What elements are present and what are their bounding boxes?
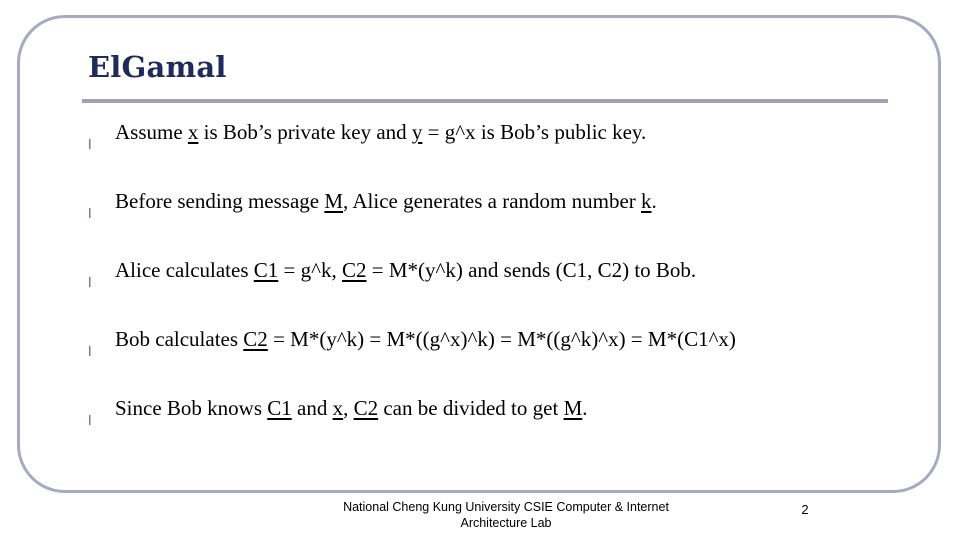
bullet-icon: l: [88, 138, 92, 153]
text-run: Bob calculates: [115, 327, 244, 351]
bullet-icon: l: [88, 345, 92, 360]
text-run: Assume: [115, 120, 188, 144]
text-run: can be divided to get: [378, 396, 564, 420]
text-run: .: [651, 189, 657, 213]
slide-title: ElGamal: [88, 50, 227, 84]
bullet-text: [115, 189, 657, 214]
bullet-icon: l: [88, 207, 92, 222]
bullet-item: [88, 321, 908, 390]
bullet-text: [115, 396, 588, 421]
bullet-text: [115, 327, 736, 352]
text-run: Since Bob knows: [115, 396, 268, 420]
text-run: Before sending message: [115, 189, 325, 213]
footer-line: National Cheng Kung University CSIE Computer & Internet: [343, 500, 669, 514]
slide-footer: [318, 499, 694, 531]
underlined-term: y: [411, 120, 423, 144]
footer-line: Architecture Lab: [460, 516, 552, 530]
bullet-icon: l: [88, 276, 92, 291]
underlined-term: C2: [353, 396, 379, 420]
underlined-term: C1: [267, 396, 292, 420]
text-run: .: [582, 396, 588, 420]
text-run: and: [291, 396, 333, 420]
text-run: = g^x is Bob’s public key.: [422, 120, 647, 144]
text-run: = M*(y^k) and sends (C1, C2) to Bob.: [366, 258, 697, 282]
text-run: = M*(y^k) = M*((g^x)^k) = M*((g^k)^x) = M*(C1^x): [267, 327, 736, 351]
underlined-term: x: [332, 396, 344, 420]
bullet-item: [88, 390, 908, 459]
underlined-term: k: [641, 189, 652, 213]
page-number: 2: [801, 502, 809, 517]
bullet-list: [88, 114, 908, 459]
text-run: ,: [343, 396, 354, 420]
bullet-text: [115, 120, 646, 145]
bullet-icon: l: [88, 414, 92, 429]
underlined-term: C2: [243, 327, 268, 351]
underlined-term: C2: [341, 258, 367, 282]
title-divider: [82, 99, 888, 103]
underlined-term: M: [563, 396, 583, 420]
bullet-item: [88, 252, 908, 321]
underlined-term: C1: [253, 258, 279, 282]
text-run: Alice calculates: [115, 258, 254, 282]
text-run: is Bob’s private key and: [198, 120, 412, 144]
bullet-item: [88, 183, 908, 252]
underlined-term: M: [324, 189, 344, 213]
text-run: , Alice generates a random number: [343, 189, 642, 213]
bullet-item: [88, 114, 908, 183]
text-run: = g^k,: [278, 258, 342, 282]
bullet-text: [115, 258, 696, 283]
underlined-term: x: [187, 120, 199, 144]
